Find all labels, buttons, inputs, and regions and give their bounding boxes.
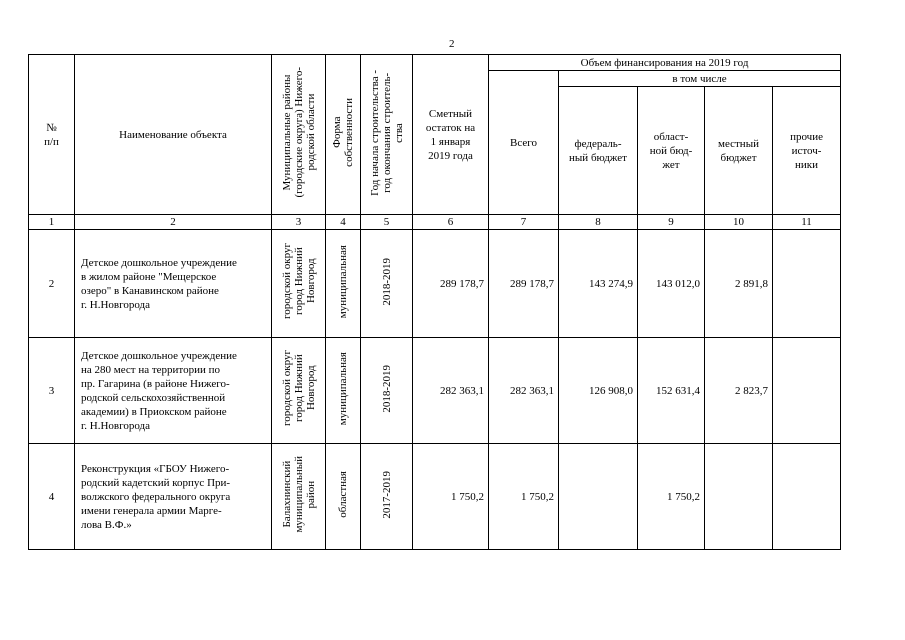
row-estimate: 282 363,1 [413, 338, 489, 444]
col-number: 10 [705, 215, 773, 230]
row-name: Детское дошкольное учреждение в жилом районе "Мещерское озеро" в Канавинском районе г. Н.Новгорода [75, 230, 272, 338]
header-regional: област- ной бюд- жет [638, 87, 705, 215]
col-number: 8 [559, 215, 638, 230]
row-ownership [326, 338, 361, 444]
col-number: 7 [489, 215, 559, 230]
row-num: 4 [29, 444, 75, 550]
col-number: 2 [75, 215, 272, 230]
row-district-text: Балахнинский муниципальный район [280, 456, 317, 533]
header-estimate: Сметный остаток на 1 января 2019 года [413, 55, 489, 215]
row-estimate: 289 178,7 [413, 230, 489, 338]
table-row [29, 444, 841, 550]
row-other [773, 444, 841, 550]
row-local [705, 444, 773, 550]
row-ownership-text: муниципальная [337, 351, 349, 426]
row-other [773, 230, 841, 338]
table-row [29, 338, 841, 444]
row-ownership-text: муниципальная [337, 244, 349, 319]
row-years-text: 2018-2019 [380, 364, 393, 413]
header-num: № п/п [29, 55, 75, 215]
header-districts [272, 55, 326, 215]
row-federal [559, 444, 638, 550]
row-years [361, 338, 413, 444]
col-number: 3 [272, 215, 326, 230]
col-number: 1 [29, 215, 75, 230]
row-district [272, 444, 326, 550]
row-years-text: 2018-2019 [380, 257, 393, 306]
header-years [361, 55, 413, 215]
row-num: 3 [29, 338, 75, 444]
header-other: прочие источ- ники [773, 87, 841, 215]
col-number: 11 [773, 215, 841, 230]
row-district [272, 230, 326, 338]
header-total: Всего [489, 71, 559, 215]
row-local: 2 823,7 [705, 338, 773, 444]
header-districts-text: Муниципальные районы (городские округа) Нижего- родской области [280, 67, 317, 198]
header-funding: Объем финансирования на 2019 год [489, 55, 841, 71]
table-row [29, 230, 841, 338]
row-years [361, 444, 413, 550]
row-ownership [326, 230, 361, 338]
col-number: 9 [638, 215, 705, 230]
col-number: 6 [413, 215, 489, 230]
row-total: 1 750,2 [489, 444, 559, 550]
row-regional: 152 631,4 [638, 338, 705, 444]
col-number: 5 [361, 215, 413, 230]
header-name: Наименование объекта [75, 55, 272, 215]
col-number: 4 [326, 215, 361, 230]
row-district [272, 338, 326, 444]
row-ownership [326, 444, 361, 550]
row-estimate: 1 750,2 [413, 444, 489, 550]
row-name: Реконструкция «ГБОУ Нижего- родский кадетский корпус При- волжского федерального округа имени генерала армии Марге- лова В.Ф.» [75, 444, 272, 550]
page-number: 2 [449, 38, 455, 50]
row-regional: 1 750,2 [638, 444, 705, 550]
row-num: 2 [29, 230, 75, 338]
row-years [361, 230, 413, 338]
row-local: 2 891,8 [705, 230, 773, 338]
header-including: в том числе [559, 71, 841, 87]
row-total: 289 178,7 [489, 230, 559, 338]
row-total: 282 363,1 [489, 338, 559, 444]
header-years-text: Год начала строительства - год окончания строитель- ства [368, 69, 405, 196]
header-ownership-text: Форма собственности [331, 98, 355, 167]
row-name: Детское дошкольное учреждение на 280 мест на территории по пр. Гагарина (в районе Нижего- родской сельскохозяйственной академии) в Приокском районе г. Н.Новгорода [75, 338, 272, 444]
row-ownership-text: областная [337, 471, 349, 518]
financing-table [28, 54, 841, 550]
row-years-text: 2017-2019 [380, 470, 393, 519]
row-other [773, 338, 841, 444]
header-ownership [326, 55, 361, 215]
row-federal: 126 908,0 [559, 338, 638, 444]
row-district-text: городской округ город Нижний Новгород [280, 350, 317, 427]
row-regional: 143 012,0 [638, 230, 705, 338]
row-district-text: городской округ город Нижний Новгород [280, 243, 317, 320]
header-federal: федераль- ный бюджет [559, 87, 638, 215]
column-number-row [29, 215, 841, 230]
header-local: местный бюджет [705, 87, 773, 215]
row-federal: 143 274,9 [559, 230, 638, 338]
